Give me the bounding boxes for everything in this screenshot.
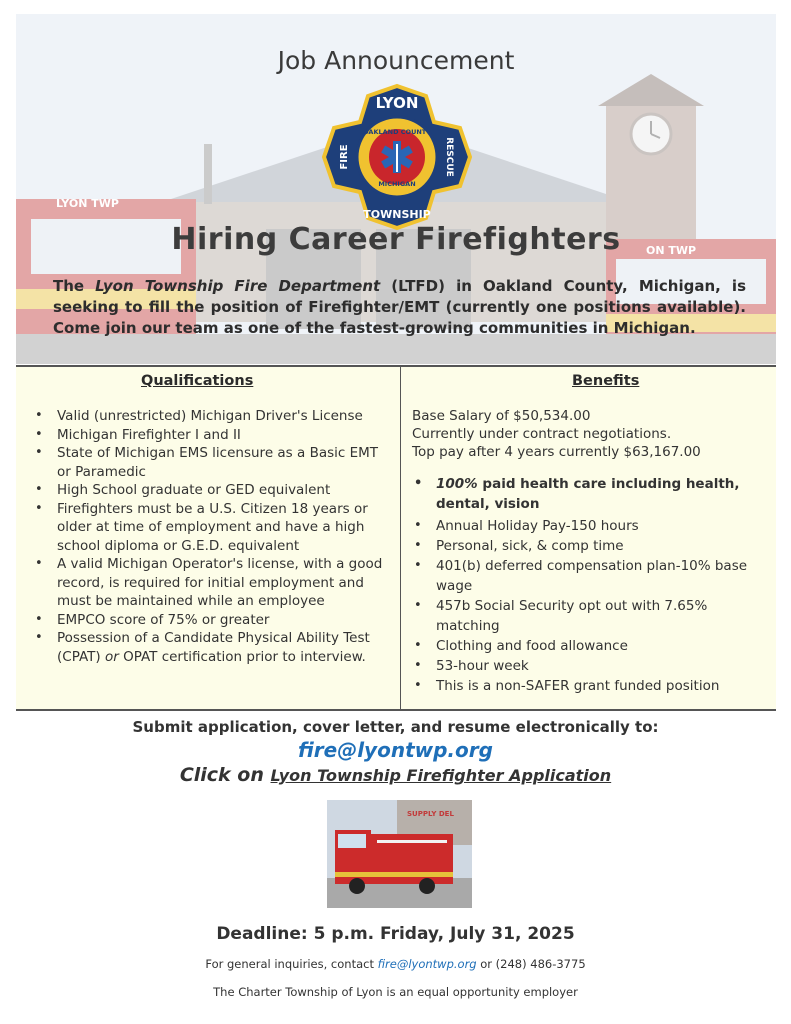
- application-line: [0, 764, 791, 786]
- inquiries-prefix: For general inquiries, contact: [205, 957, 378, 971]
- intro-rest: (LTFD) in Oakland County, Michigan, is seeking to fill the position of Firefighter/EMT (currently one positions available). Come join our team as one of the fastest-growing communities in Michigan.: [53, 277, 746, 337]
- or-text: or: [104, 648, 119, 665]
- list-item: • Clothing and food allowance: [412, 636, 772, 656]
- qualifications-list: [33, 407, 395, 666]
- department-name: Lyon Township Fire Department: [95, 277, 381, 295]
- health-pct: 100%: [436, 476, 478, 492]
- cpat-text: Possession of a Candidate Physical Ability Test (CPAT): [57, 630, 370, 665]
- inquiries-phone: or (248) 486-3775: [476, 957, 586, 971]
- hero-banner: [16, 14, 776, 364]
- inquiries-line: [0, 957, 791, 971]
- list-item: • Annual Holiday Pay-150 hours: [412, 516, 772, 536]
- badge-ring-top-text: OAKLAND COUNTY: [363, 128, 431, 136]
- apply-email-link[interactable]: fire@lyontwp.org: [298, 738, 493, 762]
- intro-prefix: The: [53, 277, 96, 295]
- contract-note: Currently under contract negotiations.: [412, 426, 672, 442]
- list-item: • 457b Social Security opt out with 7.65% matching: [412, 596, 772, 636]
- list-item: • Michigan Firefighter I and II: [33, 426, 395, 445]
- qualifications-heading: Qualifications: [141, 373, 254, 389]
- lyon-fire-badge-logo: [322, 82, 472, 232]
- list-item: • State of Michigan EMS licensure as a Basic EMT or Paramedic: [33, 444, 395, 481]
- list-item: • A valid Michigan Operator's license, with a good record, is required for initial employment and must be maintained while an employee: [33, 555, 395, 611]
- list-item: [412, 474, 772, 514]
- inquiries-email-link[interactable]: fire@lyontwp.org: [377, 957, 477, 971]
- list-item: • EMPCO score of 75% or greater: [33, 611, 395, 630]
- health-text: paid health care including health, dental, vision: [436, 476, 740, 512]
- fire-truck-photo: [327, 800, 472, 908]
- application-link[interactable]: Lyon Township Firefighter Application: [270, 766, 612, 785]
- benefits-list: [412, 474, 772, 696]
- submit-instructions: Submit application, cover letter, and resume electronically to:: [132, 718, 659, 736]
- equal-opportunity-statement: The Charter Township of Lyon is an equal opportunity employer: [213, 985, 578, 999]
- top-pay: Top pay after 4 years currently $63,167.00: [412, 444, 701, 460]
- click-prefix: Click on: [179, 764, 271, 786]
- badge-left-text: FIRE: [339, 144, 350, 170]
- list-item: • Valid (unrestricted) Michigan Driver's License: [33, 407, 395, 426]
- list-item: • Firefighters must be a U.S. Citizen 18 years or older at time of employment and have a high school diploma or G.E.D. equivalent: [33, 500, 395, 556]
- list-item: • 401(b) deferred compensation plan-10% base wage: [412, 556, 772, 596]
- announcement-label: Job Announcement: [277, 46, 515, 75]
- deadline: Deadline: 5 p.m. Friday, July 31, 2025: [216, 924, 575, 944]
- list-item: [33, 629, 395, 666]
- page-title: Hiring Career Firefighters: [171, 222, 621, 257]
- column-divider: [400, 367, 401, 709]
- badge-ring-bottom-text: MICHIGAN: [378, 180, 416, 188]
- benefits-heading: Benefits: [572, 373, 640, 389]
- list-item: • 53-hour week: [412, 656, 772, 676]
- badge-bottom-text: TOWNSHIP: [363, 208, 431, 221]
- opat-text: OPAT certification prior to interview.: [118, 648, 366, 665]
- list-item: • High School graduate or GED equivalent: [33, 481, 395, 500]
- salary-block: [412, 407, 772, 461]
- info-box: [16, 365, 776, 711]
- list-item: • This is a non-SAFER grant funded position: [412, 676, 772, 696]
- base-salary: Base Salary of $50,534.00: [412, 408, 591, 424]
- photo-sign-text: SUPPLY DEL: [407, 810, 454, 818]
- list-item: • Personal, sick, & comp time: [412, 536, 772, 556]
- badge-right-text: RESCUE: [444, 137, 454, 177]
- intro-paragraph: [53, 276, 746, 339]
- badge-top-text: LYON: [375, 94, 419, 112]
